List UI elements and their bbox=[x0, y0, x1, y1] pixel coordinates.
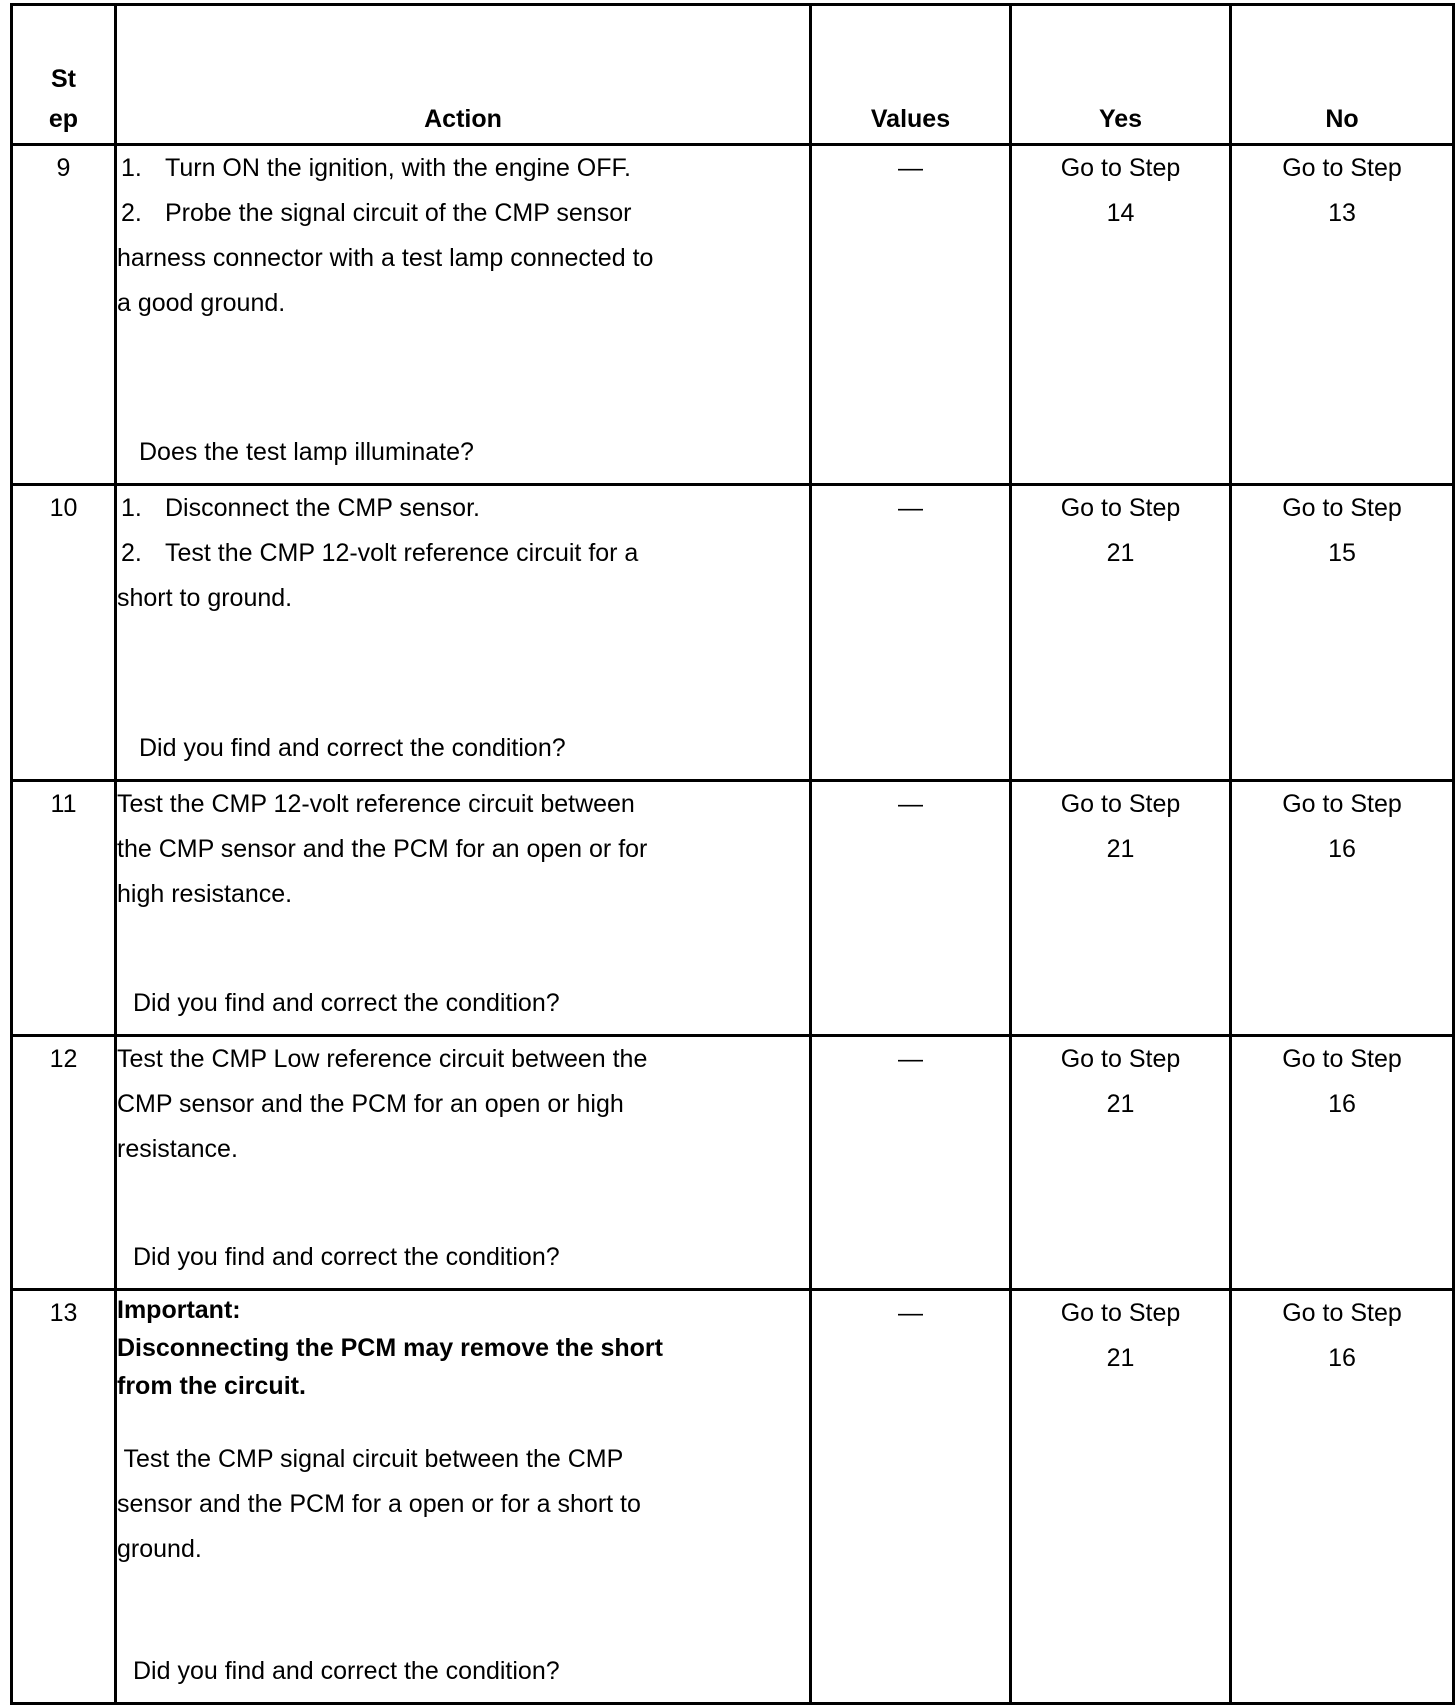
no-step: 16 bbox=[1328, 835, 1356, 863]
action-line: short to ground. bbox=[117, 584, 293, 612]
action-question: Does the test lamp illuminate? bbox=[139, 438, 474, 466]
step-number: 9 bbox=[12, 145, 116, 485]
table-row-step-12 bbox=[12, 1036, 1454, 1290]
action-cell bbox=[116, 1290, 811, 1704]
values-cell: — bbox=[811, 485, 1011, 781]
no-label: Go to Step bbox=[1282, 790, 1402, 818]
action-cell bbox=[116, 145, 811, 485]
values-cell: — bbox=[811, 145, 1011, 485]
list-item: 2. Probe the signal circuit of the CMP sensor bbox=[121, 199, 632, 227]
yes-step: 14 bbox=[1106, 199, 1135, 227]
no-step: 16 bbox=[1328, 1344, 1356, 1372]
action-line: CMP sensor and the PCM for an open or high bbox=[117, 1090, 624, 1118]
yes-label: Go to Step bbox=[1060, 790, 1181, 818]
no-label: Go to Step bbox=[1282, 494, 1402, 522]
yes-step: 21 bbox=[1106, 539, 1135, 567]
action-list bbox=[117, 486, 809, 576]
action-line: the CMP sensor and the PCM for an open or for bbox=[117, 835, 648, 863]
yes-step: 21 bbox=[1106, 1090, 1135, 1118]
list-item: 1. Disconnect the CMP sensor. bbox=[121, 494, 480, 522]
table-row-step-11 bbox=[12, 781, 1454, 1036]
action-line: Test the CMP 12-volt reference circuit between bbox=[117, 790, 635, 818]
important-line: from the circuit. bbox=[117, 1372, 306, 1400]
header-step-line2: ep bbox=[48, 105, 79, 133]
yes-cell bbox=[1011, 1036, 1231, 1290]
header-step-line1: St bbox=[51, 65, 76, 93]
header-yes: Yes bbox=[1011, 5, 1231, 145]
no-label: Go to Step bbox=[1282, 1299, 1402, 1327]
no-cell bbox=[1231, 1036, 1454, 1290]
table-row-step-13 bbox=[12, 1290, 1454, 1704]
action-question: Did you find and correct the condition? bbox=[133, 989, 560, 1017]
no-label: Go to Step bbox=[1282, 1045, 1402, 1073]
yes-label: Go to Step bbox=[1060, 494, 1181, 522]
action-line: a good ground. bbox=[117, 289, 286, 317]
header-step bbox=[12, 5, 116, 145]
action-line: harness connector with a test lamp connected to bbox=[117, 244, 654, 272]
important-label: Important: bbox=[117, 1296, 241, 1324]
yes-cell bbox=[1011, 485, 1231, 781]
header-no: No bbox=[1231, 5, 1454, 145]
yes-cell bbox=[1011, 781, 1231, 1036]
values-cell: — bbox=[811, 1290, 1011, 1704]
diagnostic-table bbox=[10, 3, 1455, 1705]
yes-step: 21 bbox=[1106, 835, 1135, 863]
table-row-step-9 bbox=[12, 145, 1454, 485]
action-question: Did you find and correct the condition? bbox=[139, 734, 566, 762]
no-cell bbox=[1231, 485, 1454, 781]
no-cell bbox=[1231, 1290, 1454, 1704]
action-question: Did you find and correct the condition? bbox=[133, 1243, 560, 1271]
table-row-step-10 bbox=[12, 485, 1454, 781]
spacer bbox=[117, 1405, 809, 1437]
action-list bbox=[117, 146, 809, 236]
values-cell: — bbox=[811, 1036, 1011, 1290]
no-step: 16 bbox=[1328, 1090, 1356, 1118]
action-line: sensor and the PCM for a open or for a short to bbox=[117, 1490, 641, 1518]
yes-label: Go to Step bbox=[1060, 154, 1181, 182]
yes-step: 21 bbox=[1106, 1344, 1135, 1372]
yes-label: Go to Step bbox=[1060, 1045, 1181, 1073]
step-number: 12 bbox=[12, 1036, 116, 1290]
action-line: Test the CMP Low reference circuit between the bbox=[117, 1045, 648, 1073]
action-line: resistance. bbox=[117, 1135, 238, 1163]
header-action: Action bbox=[116, 5, 811, 145]
step-number: 10 bbox=[12, 485, 116, 781]
no-cell bbox=[1231, 781, 1454, 1036]
header-row bbox=[12, 5, 1454, 145]
no-step: 15 bbox=[1328, 539, 1356, 567]
action-cell bbox=[116, 485, 811, 781]
action-line: high resistance. bbox=[117, 880, 293, 908]
list-item: 2. Test the CMP 12-volt reference circuit for a bbox=[121, 539, 639, 567]
yes-cell bbox=[1011, 145, 1231, 485]
important-line: Disconnecting the PCM may remove the short bbox=[117, 1334, 663, 1362]
no-step: 13 bbox=[1328, 199, 1356, 227]
header-values: Values bbox=[811, 5, 1011, 145]
no-cell bbox=[1231, 145, 1454, 485]
values-cell: — bbox=[811, 781, 1011, 1036]
step-number: 13 bbox=[12, 1290, 116, 1704]
action-cell bbox=[116, 781, 811, 1036]
action-question: Did you find and correct the condition? bbox=[133, 1657, 560, 1685]
action-cell bbox=[116, 1036, 811, 1290]
action-line: Test the CMP signal circuit between the CMP bbox=[117, 1445, 624, 1473]
action-line: ground. bbox=[117, 1535, 202, 1563]
step-number: 11 bbox=[12, 781, 116, 1036]
no-label: Go to Step bbox=[1282, 154, 1402, 182]
yes-cell bbox=[1011, 1290, 1231, 1704]
yes-label: Go to Step bbox=[1060, 1299, 1181, 1327]
list-item: 1. Turn ON the ignition, with the engine OFF. bbox=[121, 154, 631, 182]
